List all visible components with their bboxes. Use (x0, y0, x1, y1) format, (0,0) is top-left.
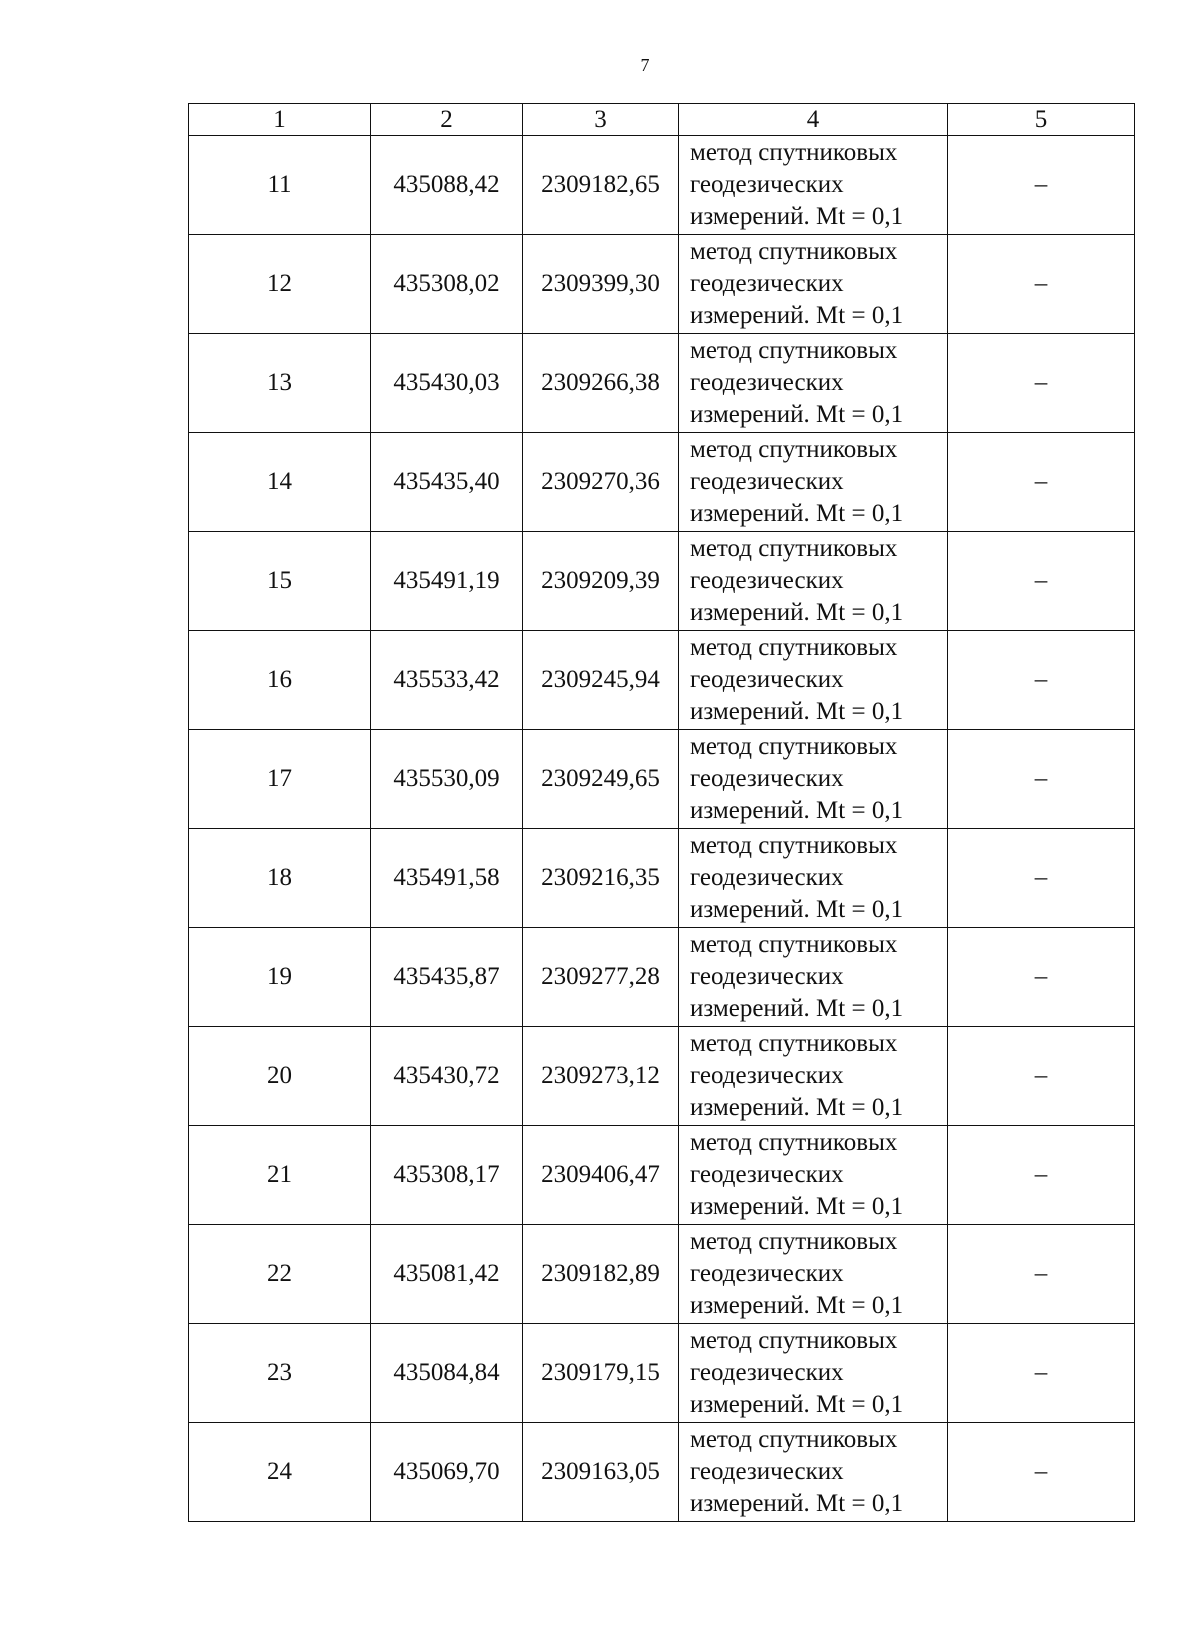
point-number-cell: 15 (189, 532, 371, 631)
table-row (189, 334, 1135, 433)
table-header-row (189, 104, 1135, 136)
y-coordinate-cell: 2309245,94 (523, 631, 679, 730)
method-line: метод спутниковых (690, 1327, 898, 1354)
x-coordinate-cell: 435491,58 (371, 829, 523, 928)
header-col-1: 1 (189, 104, 371, 136)
point-number-cell: 14 (189, 433, 371, 532)
method-line: геодезических (690, 567, 844, 594)
x-coordinate-cell: 435435,87 (371, 928, 523, 1027)
x-coordinate-cell: 435435,40 (371, 433, 523, 532)
method-line: геодезических (690, 963, 844, 990)
y-coordinate-cell: 2309270,36 (523, 433, 679, 532)
method-line: измерений. Mt = 0,1 (690, 698, 904, 725)
column-5-cell: – (948, 730, 1135, 829)
point-number-cell: 21 (189, 1126, 371, 1225)
method-line: геодезических (690, 765, 844, 792)
method-line: метод спутниковых (690, 733, 898, 760)
method-line: метод спутниковых (690, 634, 898, 661)
table-row (189, 928, 1135, 1027)
method-line: метод спутниковых (690, 931, 898, 958)
coordinates-table (188, 103, 1135, 1522)
table-row (189, 1324, 1135, 1423)
table-row (189, 532, 1135, 631)
method-cell (679, 1027, 948, 1126)
method-line: измерений. Mt = 0,1 (690, 1391, 904, 1418)
column-5-cell: – (948, 235, 1135, 334)
method-cell (679, 136, 948, 235)
x-coordinate-cell: 435533,42 (371, 631, 523, 730)
point-number-cell: 22 (189, 1225, 371, 1324)
table-row (189, 1126, 1135, 1225)
method-line: геодезических (690, 1458, 844, 1485)
x-coordinate-cell: 435069,70 (371, 1423, 523, 1522)
table-row (189, 433, 1135, 532)
column-5-cell: – (948, 928, 1135, 1027)
method-line: измерений. Mt = 0,1 (690, 896, 904, 923)
column-5-cell: – (948, 532, 1135, 631)
point-number-cell: 23 (189, 1324, 371, 1423)
y-coordinate-cell: 2309209,39 (523, 532, 679, 631)
x-coordinate-cell: 435430,72 (371, 1027, 523, 1126)
method-cell (679, 1126, 948, 1225)
method-line: измерений. Mt = 0,1 (690, 203, 904, 230)
table-row (189, 631, 1135, 730)
column-5-cell: – (948, 433, 1135, 532)
method-line: измерений. Mt = 0,1 (690, 401, 904, 428)
method-line: измерений. Mt = 0,1 (690, 500, 904, 527)
table-row (189, 1423, 1135, 1522)
column-5-cell: – (948, 334, 1135, 433)
column-5-cell: – (948, 829, 1135, 928)
method-line: метод спутниковых (690, 1129, 898, 1156)
method-line: геодезических (690, 369, 844, 396)
y-coordinate-cell: 2309179,15 (523, 1324, 679, 1423)
method-line: измерений. Mt = 0,1 (690, 1094, 904, 1121)
x-coordinate-cell: 435308,02 (371, 235, 523, 334)
method-cell (679, 631, 948, 730)
y-coordinate-cell: 2309163,05 (523, 1423, 679, 1522)
column-5-cell: – (948, 136, 1135, 235)
x-coordinate-cell: 435308,17 (371, 1126, 523, 1225)
method-line: измерений. Mt = 0,1 (690, 302, 904, 329)
y-coordinate-cell: 2309216,35 (523, 829, 679, 928)
method-cell (679, 235, 948, 334)
table-row (189, 235, 1135, 334)
point-number-cell: 13 (189, 334, 371, 433)
y-coordinate-cell: 2309249,65 (523, 730, 679, 829)
method-line: геодезических (690, 1260, 844, 1287)
method-line: метод спутниковых (690, 436, 898, 463)
method-line: геодезических (690, 171, 844, 198)
method-line: измерений. Mt = 0,1 (690, 599, 904, 626)
table-body (189, 136, 1135, 1522)
method-cell (679, 730, 948, 829)
point-number-cell: 19 (189, 928, 371, 1027)
method-line: метод спутниковых (690, 1228, 898, 1255)
header-col-5: 5 (948, 104, 1135, 136)
method-cell (679, 928, 948, 1027)
x-coordinate-cell: 435491,19 (371, 532, 523, 631)
y-coordinate-cell: 2309399,30 (523, 235, 679, 334)
method-line: измерений. Mt = 0,1 (690, 1292, 904, 1319)
method-cell (679, 1225, 948, 1324)
method-line: измерений. Mt = 0,1 (690, 995, 904, 1022)
header-col-3: 3 (523, 104, 679, 136)
point-number-cell: 11 (189, 136, 371, 235)
column-5-cell: – (948, 1423, 1135, 1522)
column-5-cell: – (948, 1225, 1135, 1324)
method-cell (679, 1324, 948, 1423)
column-5-cell: – (948, 1126, 1135, 1225)
point-number-cell: 17 (189, 730, 371, 829)
point-number-cell: 20 (189, 1027, 371, 1126)
page-number: 7 (640, 55, 650, 75)
method-line: метод спутниковых (690, 1030, 898, 1057)
table-row (189, 730, 1135, 829)
method-line: метод спутниковых (690, 238, 898, 265)
method-line: метод спутниковых (690, 535, 898, 562)
method-line: геодезических (690, 666, 844, 693)
x-coordinate-cell: 435081,42 (371, 1225, 523, 1324)
method-line: геодезических (690, 1359, 844, 1386)
table-row (189, 1225, 1135, 1324)
point-number-cell: 12 (189, 235, 371, 334)
x-coordinate-cell: 435430,03 (371, 334, 523, 433)
method-line: геодезических (690, 864, 844, 891)
header-col-2: 2 (371, 104, 523, 136)
y-coordinate-cell: 2309182,89 (523, 1225, 679, 1324)
table-row (189, 136, 1135, 235)
method-cell (679, 334, 948, 433)
table-row (189, 829, 1135, 928)
y-coordinate-cell: 2309266,38 (523, 334, 679, 433)
y-coordinate-cell: 2309273,12 (523, 1027, 679, 1126)
method-cell (679, 433, 948, 532)
method-line: измерений. Mt = 0,1 (690, 1193, 904, 1220)
method-line: измерений. Mt = 0,1 (690, 797, 904, 824)
column-5-cell: – (948, 631, 1135, 730)
method-cell (679, 1423, 948, 1522)
y-coordinate-cell: 2309406,47 (523, 1126, 679, 1225)
x-coordinate-cell: 435088,42 (371, 136, 523, 235)
method-line: метод спутниковых (690, 1426, 898, 1453)
method-line: геодезических (690, 468, 844, 495)
method-cell (679, 829, 948, 928)
header-col-4: 4 (679, 104, 948, 136)
table-row (189, 1027, 1135, 1126)
method-cell (679, 532, 948, 631)
point-number-cell: 18 (189, 829, 371, 928)
point-number-cell: 24 (189, 1423, 371, 1522)
x-coordinate-cell: 435084,84 (371, 1324, 523, 1423)
point-number-cell: 16 (189, 631, 371, 730)
method-line: геодезических (690, 1161, 844, 1188)
method-line: метод спутниковых (690, 139, 898, 166)
y-coordinate-cell: 2309182,65 (523, 136, 679, 235)
method-line: измерений. Mt = 0,1 (690, 1490, 904, 1517)
method-line: геодезических (690, 1062, 844, 1089)
y-coordinate-cell: 2309277,28 (523, 928, 679, 1027)
column-5-cell: – (948, 1027, 1135, 1126)
method-line: метод спутниковых (690, 337, 898, 364)
column-5-cell: – (948, 1324, 1135, 1423)
method-line: геодезических (690, 270, 844, 297)
method-line: метод спутниковых (690, 832, 898, 859)
x-coordinate-cell: 435530,09 (371, 730, 523, 829)
